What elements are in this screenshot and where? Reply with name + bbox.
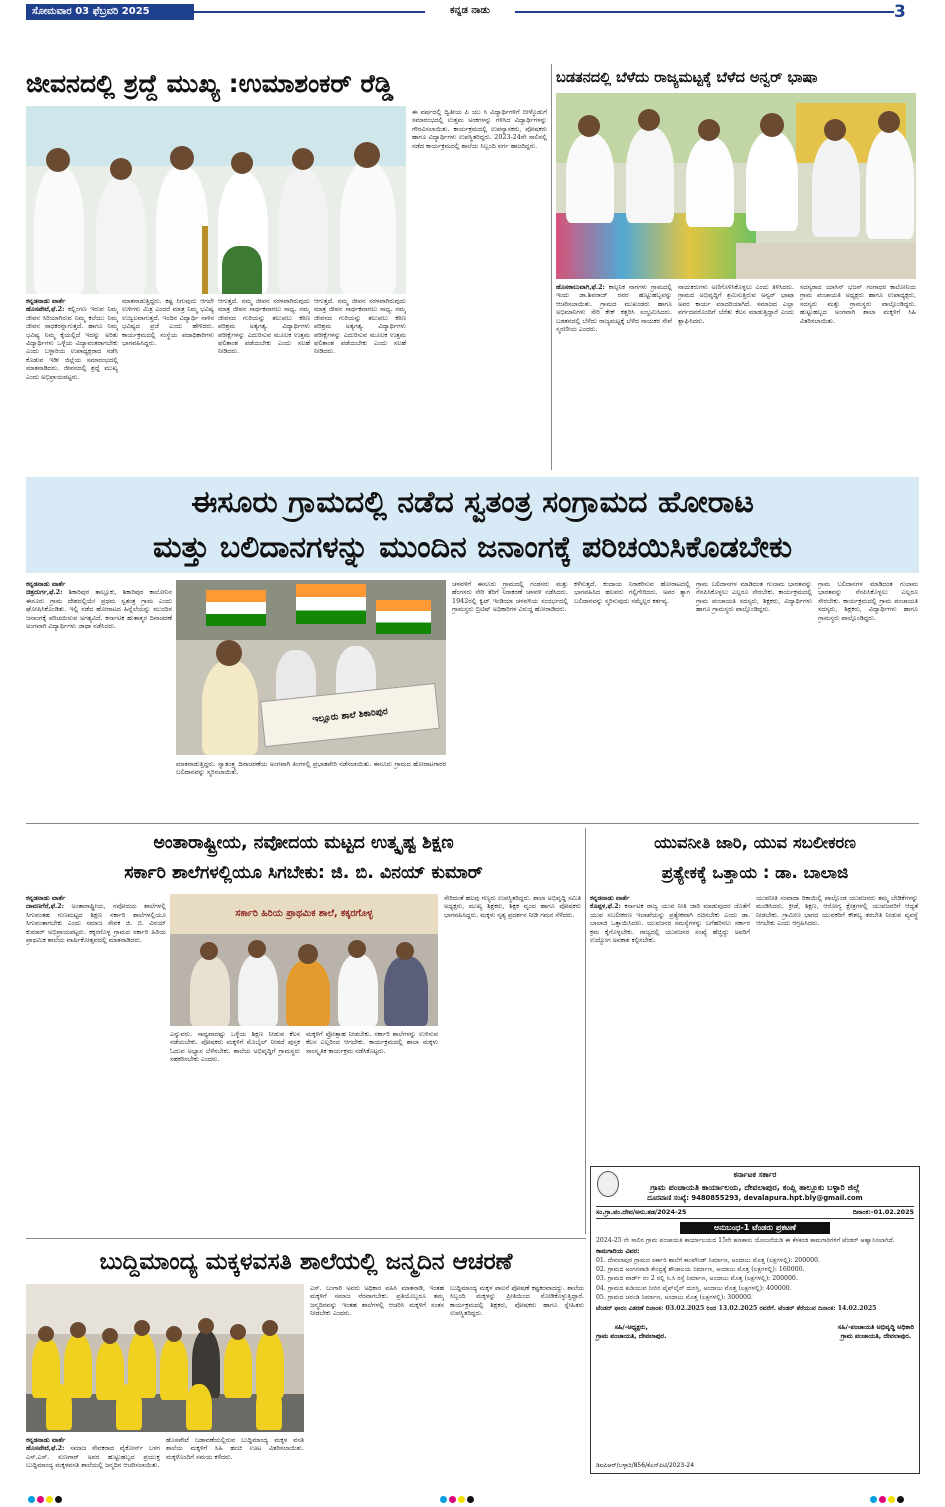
tender-ad xyxy=(590,1166,920,1474)
s2-col3: ಸದಸ್ಯರಾದ ಯಾಸಿನ್ ಭಜನ್ ಗಂಗಾಧರ ಕಾಲೋನಿಯ ಗ್ರಾಮ ಪಂಚಾಯತಿ ಅಧ್ಯಕ್ಷರು ಹಾಗೂ ಉಪಾಧ್ಯಕ್ಷರು, ಸದಸ್ಯರು ಮತ್ತು ಗ್ರಾಮಸ್ಥರು ಪಾಲ್ಗೊಂಡಿದ್ದರು. ಹುಟ್ಟುಹಬ್ಬದ ಅಂಗವಾಗಿ ಶಾಲಾ ಮಕ್ಕಳಿಗೆ ಸಿಹಿ ವಿತರಿಸಲಾಯಿತು. xyxy=(800,283,916,325)
s3-photo xyxy=(176,580,446,755)
s3-headline-1: ಈಸೂರು ಗ್ರಾಮದಲ್ಲಿ ನಡೆದ ಸ್ವತಂತ್ರ ಸಂಗ್ರಾಮದ ಹೋರಾಟ xyxy=(191,485,754,520)
ad-item: 05. ಗ್ರಾಮದ ಚರಂಡಿ ನಿರ್ಮಾಣ, ಅಂದಾಜು ಮೊತ್ತ (ಲಕ್ಷಗಳಲ್ಲಿ): 300000. xyxy=(596,1293,753,1301)
ad-title: ಅನುಬಂಧ-1 ಟೆಂಡರು ಪ್ರಕಟಣೆ xyxy=(680,1222,830,1234)
ad-footer: ಡಿಐಪಿಆರ್/ಬಳ್ಳಾರಿ/856/ಕೆಎನ್‌ಪಿಟಿ/2023-24 xyxy=(596,1462,695,1469)
page-number: 3 xyxy=(894,2,906,22)
s5-col1: ಕನ್ನಡನಾಡು ವಾರ್ತೆ ಕೊಪ್ಪಳ,ಫೆ.2: ಕರ್ನಾಟಕ ರಾಜ್ಯ ಯುವ ನೀತಿ ಜಾರಿ ಮಾಡುವುದರ ಜೊತೆಗೆ ಯುವ ಸಬಲೀಕರಣ ಇಲಾಖೆಯನ್ನು ಪ್ರತ್ಯೇಕವಾಗಿ ರಚಿಸಬೇಕು ಎಂದು ಡಾ. ಬಾಲಾಜಿ ಒತ್ತಾಯಿಸಿದರು. ಯುವಜನರ ಸಮಸ್ಯೆಗಳನ್ನು ಬಗೆಹರಿಸಲು ಸರ್ಕಾರ ಕ್ರಮ ಕೈಗೊಳ್ಳಬೇಕು. ರಾಜ್ಯದಲ್ಲಿ ಯುವಜನರ ಸಂಖ್ಯೆ ಹೆಚ್ಚಿದ್ದು ಅವರಿಗೆ ಉದ್ಯೋಗ ಅವಕಾಶ ಕಲ್ಪಿಸಬೇಕು. xyxy=(590,894,750,945)
ad-item: 02. ಗ್ರಾಮದ ಅಂಗನವಾಡಿ ಕೇಂದ್ರಕ್ಕೆ ಶೌಚಾಲಯ ನಿರ್ಮಾಣ, ಅಂದಾಜು ಮೊತ್ತ (ಲಕ್ಷಗಳಲ್ಲಿ): 160000. xyxy=(596,1266,805,1274)
ad-item: 01. ದೇವಲಾಪುರ ಗ್ರಾಮದ ಸರ್ಕಾರಿ ಶಾಲೆಗೆ ಕಾಂಪೌಂಡ್ ನಿರ್ಮಾಣ, ಅಂದಾಜು ಮೊತ್ತ (ಲಕ್ಷಗಳಲ್ಲಿ): 200000. xyxy=(596,1257,820,1264)
ad-gov: ಕರ್ನಾಟಕ ಸರ್ಕಾರ xyxy=(733,1170,777,1179)
masthead xyxy=(0,0,945,44)
s2-col2: ನಾಯಕರುಗಳು ಅಣಿಗೊಳಿಸಿಕೊಳ್ಳಲು ಎಂದು ತಿಳಿಸಿದರು. ಗ್ರಾಮದ ಅಭಿವೃದ್ಧಿಗೆ ಶ್ರಮಿಸುತ್ತಿರುವ ಅನ್ವರ್ ಭಾಷಾ ಅವರ ಕಾರ್ಯ ಮಾದರಿಯಾಗಿದೆ. ಸಮಾಜದ ಎಲ್ಲಾ ವರ್ಗದವರೊಂದಿಗೆ ಬೆರೆತು ಕೆಲಸ ಮಾಡುತ್ತಿದ್ದಾರೆ ಎಂದು ಶ್ಲಾಘಿಸಿದರು. xyxy=(678,283,794,325)
s1-col2: ಮಾತನಾಡುತ್ತಿದ್ದರು. ಕಷ್ಟ ಸಿಗುವುದು ಆಗಲೇ ಉಳಿಗಳು ಮಿತ್ರ ಎಂದರೆ ಮಾತ್ರ ನಿಮ್ಮ ಭವಿಷ್ಯ ಉಜ್ವಲವಾಗುತ್ತದೆ. ಇಂದಿನ ವಿದ್ಯಾರ್ಥಿ ನಾಳಿನ ಭವಿಷ್ಯದ ಪ್ರಜೆ ಎಂದು ಹೇಳಿದರು. ಕಾರ್ಯಕ್ರಮದಲ್ಲಿ ಸಂಸ್ಥೆಯ ಪದಾಧಿಕಾರಿಗಳು ಭಾಗವಹಿಸಿದ್ದರು. xyxy=(122,297,214,348)
ad-ref: ಸಂ.ಗ್ರಾ.ಪಂ.ದೇವ/ಅನು.ತಡ/2024-25 xyxy=(596,1208,687,1216)
s3-headline-2: ಮತ್ತು ಬಲಿದಾನಗಳನ್ನು ಮುಂದಿನ ಜನಾಂಗಕ್ಕೆ ಪರಿಚಯಿಸಿಕೊಡಬೇಕು xyxy=(152,530,793,565)
divider xyxy=(585,828,586,1234)
s4-col1: ಕನ್ನಡನಾಡು ವಾರ್ತೆ ದಾವಣಗೆರೆ,ಫೆ.2: ಅಂತಾರಾಷ್ಟ್ರೀಯ, ನವೋದಯ ಶಾಲೆಗಳಲ್ಲಿ ಸಿಗುವಂತಹ ಗುಣಮಟ್ಟದ ಶಿಕ್ಷಣ ಸರ್ಕಾರಿ ಶಾಲೆಗಳಲ್ಲಿಯೂ ಸಿಗುವಂತಾಗಬೇಕು ಎಂದು ಸಮಾಜ ಸೇವಕ ಜಿ. ಬಿ. ವಿನಯ್ ಕುಮಾರ್ ಅಭಿಪ್ರಾಯಪಟ್ಟರು. ಕಕ್ಕರಗೊಳ್ಳ ಗ್ರಾಮದ ಸರ್ಕಾರಿ ಹಿರಿಯ ಪ್ರಾಥಮಿಕ ಶಾಲೆಯ ವಾರ್ಷಿಕೋತ್ಸವದಲ್ಲಿ ಮಾತನಾಡಿದರು. xyxy=(26,894,166,945)
masthead-rule xyxy=(194,11,894,13)
ad-item: 03. ಗ್ರಾಮದ ವಾರ್ಡ್ ನಂ 2 ರಲ್ಲಿ ಸಿ.ಸಿ ರಸ್ತೆ ನಿರ್ಮಾಣ, ಅಂದಾಜು ಮೊತ್ತ (ಲಕ್ಷಗಳಲ್ಲಿ): 200000. xyxy=(596,1275,798,1283)
s4-col4: ಸೇರಿದಂತೆ ಹಲವು ಗಣ್ಯರು ಉಪಸ್ಥಿತರಿದ್ದರು. ಶಾಲಾ ಅಭಿವೃದ್ಧಿ ಸಮಿತಿ ಅಧ್ಯಕ್ಷರು, ಮುಖ್ಯ ಶಿಕ್ಷಕರು, ಶಿಕ್ಷಕ ವೃಂದ ಹಾಗೂ ಪೋಷಕರು ಭಾಗವಹಿಸಿದ್ದರು. ಮಕ್ಕಳು ನೃತ್ಯ ಪ್ರದರ್ಶನ ನೀಡಿ ಗಮನ ಸೆಳೆದರು. xyxy=(444,894,581,919)
ad-works-label: ಕಾಮಗಾರಿಯ ವಿವರ: xyxy=(596,1247,640,1255)
s3-col3: ಚಳವಳಿಗೆ ಈಸೂರು ಗ್ರಾಮದಲ್ಲಿ ಗಂಡಸರು ಮತ್ತು ಹೆಂಗಸರು ಸೇರಿ ತೆರಿಗೆ ನಿರಾಕರಣೆ ಚಳವಳಿ ನಡೆಸಿದರು. 1942ರಲ್ಲಿ ಕ್ವಿಟ್ ಇಂಡಿಯಾ ಚಳವಳಿಯ ಸಂದರ್ಭದಲ್ಲಿ ಗ್ರಾಮಸ್ಥರು ಬ್ರಿಟಿಷ್ ಅಧಿಕಾರಿಗಳ ವಿರುದ್ಧ ಹೋರಾಡಿದರು. xyxy=(452,580,568,614)
s3-col5: ಗ್ರಾಮ ಬಲಿದಾನಗಳ ಮಾಡಿದಂತ ಗುಲಾಮ ಭಾರತವನ್ನು ನೆನಪಿಸಿಕೊಳ್ಳಲು ಎಲ್ಲರೂ ಸೇರಬೇಕು. ಕಾರ್ಯಕ್ರಮದಲ್ಲಿ ಗ್ರಾಮ ಪಂಚಾಯತಿ ಸದಸ್ಯರು, ಶಿಕ್ಷಕರು, ವಿದ್ಯಾರ್ಥಿಗಳು ಹಾಗೂ ಗ್ರಾಮಸ್ಥರು ಪಾಲ್ಗೊಂಡಿದ್ದರು. xyxy=(696,580,812,614)
s6-headline: ಬುದ್ದಿಮಾಂದ್ಯ ಮಕ್ಕಳವಸತಿ ಶಾಲೆಯಲ್ಲಿ ಜನ್ಮದಿನ ಆಚರಣೆ xyxy=(99,1249,513,1275)
s6-col1: ಕನ್ನಡನಾಡು ವಾರ್ತೆ ಹೊಸಪೇಟೆ,ಫೆ.2: ಸಮಾಜ ಸೇವಕರಾದ ವೈಕೋರ್ಸ್ ಬಳಗ ಎಸ್.ಎಸ್. ಸುಣಗಾರ್ ಅವರ ಹುಟ್ಟುಹಬ್ಬದ ಪ್ರಯುಕ್ತ ಬುದ್ದಿಮಾಂದ್ಯ ಮಕ್ಕಳವಸತಿ ಶಾಲೆಯಲ್ಲಿ ಜನ್ಮದಿನ ಆಚರಿಸಲಾಯಿತು. xyxy=(26,1436,160,1470)
ad-sign-left: ಸಹಿ/-ಅಧ್ಯಕ್ಷರು, ಗ್ರಾಮ ಪಂಚಾಯತಿ, ದೇವಲಾಪುರ. xyxy=(596,1323,667,1341)
s2-headline: ಬಡತನದಲ್ಲಿ ಬೆಳೆದು ರಾಜ್ಯಮಟ್ಟಕ್ಕೆ ಬೆಳೆದ ಅನ್ವರ್ ಭಾಷಾ xyxy=(556,70,818,86)
s4-col2: ಎನ್ನುವರು. ಸಾಧ್ಯವಾದಷ್ಟು ಒಳ್ಳೆಯ ಶಿಕ್ಷಣ ನೀಡುವ ಕೆಲಸ ನಡೆಯಬೇಕು. ಪೋಷಕರು ಮಕ್ಕಳಿಗೆ ಮೊಬೈಲ್ ನೀಡದೆ ಪುಸ್ತಕ ಓದುವ ಅಭ್ಯಾಸ ಬೆಳೆಸಬೇಕು. ಶಾಲೆಯ ಅಭಿವೃದ್ಧಿಗೆ ಗ್ರಾಮಸ್ಥರು ಸಹಕರಿಸಬೇಕು ಎಂದರು. xyxy=(170,1030,300,1064)
s6-photo xyxy=(26,1284,304,1432)
ad-contact: ದೂರವಾಣಿ ಸಂಖ್ಯೆ: 9480855293, devalapura.hpt.bly@gmail.com xyxy=(647,1194,863,1202)
divider xyxy=(551,64,552,470)
s6-col4: ಬುದ್ದಿಮಾಂದ್ಯ ಮಕ್ಕಳ ಪಾಲನೆ ಪೋಷಣೆ ಕಷ್ಟಕರವಾದದ್ದು. ಶಾಲೆಯ ಸಿಬ್ಬಂದಿ ಮಕ್ಕಳನ್ನು ಪ್ರೀತಿಯಿಂದ ನೋಡಿಕೊಳ್ಳುತ್ತಿದ್ದಾರೆ. ಕಾರ್ಯಕ್ರಮದಲ್ಲಿ ಶಿಕ್ಷಕರು, ಪೋಷಕರು ಹಾಗೂ ಸ್ನೇಹಿತರು ಉಪಸ್ಥಿತರಿದ್ದರು. xyxy=(450,1284,584,1318)
s3-col6: ಗ್ರಾಮ ಬಲಿದಾನಗಳ ಮಾಡಿದಂತ ಗುಲಾಮ ಭಾರತವನ್ನು ನೆನಪಿಸಿಕೊಳ್ಳಲು ಎಲ್ಲರೂ ಸೇರಬೇಕು. ಕಾರ್ಯಕ್ರಮದಲ್ಲಿ ಗ್ರಾಮ ಪಂಚಾಯತಿ ಸದಸ್ಯರು, ಶಿಕ್ಷಕರು, ವಿದ್ಯಾರ್ಥಿಗಳು ಹಾಗೂ ಗ್ರಾಮಸ್ಥರು ಪಾಲ್ಗೊಂಡಿದ್ದರು. xyxy=(818,580,918,622)
s1-col1: ಕನ್ನಡನಾಡು ವಾರ್ತೆ ಹೊಸಪೇಟೆ,ಫೆ.2: ಕಲ್ಲಿಂಗಣ ಇರುವ ನಿಮ್ಮ ಜೀವನ ಸಿರಿಯಾಗಿರುವ ನಿಮ್ಮ ಕಲೆಯು ನಿಮ್ಮ ಜೀವನ ಸಾಧಕರನ್ನಾಗುತ್ತದೆ. ಹಾಗೂ ನಿಮ್ಮ ಭವಿಷ್ಯ ನಿಮ್ಮ ಕೈಯಲ್ಲಿದೆ ಇದನ್ನು ಅರಿತು ವಿದ್ಯಾರ್ಥಿಗಳು ಒಳ್ಳೆಯ ವಿದ್ಯಾವಂತರಾಗಬೇಕು ಎಂದು ಬಳ್ಳಾರಿಯ ಉಪಾಧ್ಯಕ್ಷರಾದ ನಡೆಸಿ ಕೊಡುವ ಇಡೀ ಜಿಲ್ಲೆಯ ಸಮಾರಂಭದಲ್ಲಿ ಮಾತನಾಡಿದರು. ಜೀವನದಲ್ಲಿ ಶ್ರದ್ದೆ ಮುಖ್ಯ ಎಂದು ಅಭಿಪ್ರಾಯಪಟ್ಟರು. xyxy=(26,297,118,381)
divider xyxy=(26,1238,586,1239)
s3-col1: ಕನ್ನಡನಾಡು ವಾರ್ತೆ ಚಿತ್ರದುರ್ಗ,ಫೆ.2: ಶಿಕಾರಿಪುರ ತಾಲ್ಲೂಕು, ಶಿಕಾರಿಪುರ ಕಾಲೋನಿನ ಈಸೂರು ಗ್ರಾಮ ದೇಶದಲ್ಲಿಯೇ ಪ್ರಥಮ ಸ್ವತಂತ್ರ ಗ್ರಾಮ ಎಂದು ಘೋಷಿಸಿಕೊಂಡಿತು. ಇಲ್ಲಿ ನಡೆದ ಹೋರಾಟದ ಹಿನ್ನೆಲೆಯನ್ನು ಮುಂದಿನ ಜನಾಂಗಕ್ಕೆ ಪರಿಚಯಿಸುವ ಅಗತ್ಯವಿದೆ. ಕರ್ನಾಟಕ ಹುತಾತ್ಮರ ದಿನಾಚರಣೆ ಅಂಗವಾಗಿ ವಿದ್ಯಾರ್ಥಿಗಳು ಜಾಥಾ ನಡೆಸಿದರು. xyxy=(26,580,172,631)
registration-marks-right xyxy=(870,1488,906,1507)
ad-dates: ಟೆಂಡರ್ ಫಾರಂ ವಿತರಣೆ ದಿನಾಂಕ: 03.02.2025 ರಿಂದ 13.02.2025 ರವರೆಗೆ. ಟೆಂಡರ್ ತೆರೆಯುವ ದಿನಾಂಕ: 14.02.2025 xyxy=(596,1305,877,1313)
s3-photo-banner: ಇಲ್ಲೂರು ಶಾಲೆ ಶಿಕಾರಿಪುರ xyxy=(260,683,440,747)
s5-headline-2: ಪ್ರತ್ಯೇಕಕ್ಕೆ ಒತ್ತಾಯ : ಡಾ. ಬಾಲಾಜಿ xyxy=(661,863,849,882)
s4-headline-1: ಅಂತಾರಾಷ್ಟ್ರೀಯ, ನವೋದಯ ಮಟ್ಟದ ಉತ್ಕೃಷ್ಟ ಶಿಕ್ಷಣ xyxy=(153,833,454,853)
s5-headline-1: ಯುವನೀತಿ ಜಾರಿ, ಯುವ ಸಬಲೀಕರಣ xyxy=(654,833,856,852)
s1-photo xyxy=(26,106,406,294)
ad-office: ಗ್ರಾಮ ಪಂಚಾಯತಿ ಕಾರ್ಯಾಲಯ, ದೇವಲಾಪುರ, ಕಂಪ್ಲಿ ತಾಲ್ಲೂಕು ಬಳ್ಳಾರಿ ಜಿಲ್ಲೆ xyxy=(650,1182,860,1192)
registration-marks-center xyxy=(440,1488,476,1507)
paper-name: ಕನ್ನಡ ನಾಡು xyxy=(425,3,515,19)
s1-headline: ಜೀವನದಲ್ಲಿ ಶ್ರದ್ದೆ ಮುಖ್ಯ :ಉಮಾಶಂಕರ್ ರೆಡ್ಡಿ xyxy=(26,69,394,98)
ad-intro: 2024-25 ನೇ ಸಾಲಿನ ಗ್ರಾಮ ಪಂಚಾಯತಿ ಕಾರ್ಯಾಲಯದ 15ನೇ ಹಣಕಾಸು ಯೋಜನೆಯಡಿ ಈ ಕೆಳಕಂಡ ಕಾಮಗಾರಿಗಳಿಗೆ ಟೆಂಡರ್ ಆಹ್ವಾನಿಸಲಾಗಿದೆ. xyxy=(596,1237,895,1244)
registration-marks-left xyxy=(28,1488,64,1507)
s1-col4: ಆಗುತ್ತದೆ. ನಮ್ಮ ಜೀವನ ಸರಳವಾಗಿರುವುದು ಮಾತ್ರ ಜೀವನ ಸಾರ್ಥಕವಾಗಲು ಸಾಧ್ಯ. ನಮ್ಮ ಜೀವನದ ಗುರಿಯನ್ನು ತಲುಪಲು ಕಠಿಣ ಪರಿಶ್ರಮ ಅತ್ಯಗತ್ಯ. ವಿದ್ಯಾರ್ಥಿಗಳು ಪರೀಕ್ಷೆಗಳನ್ನು ಎದುರಿಸುವ ಮೂಲಕ ಉತ್ತಮ ಫಲಿತಾಂಶ ಪಡೆಯಬೇಕು ಎಂದು ಸಲಹೆ ನೀಡಿದರು. xyxy=(314,297,406,356)
s3-col4: ಕಳೆಸುತ್ತದೆ. ಕಂದಾಯ ನಿರಾಕರಿಸುವ ಹೋರಾಟದಲ್ಲಿ ಭಾಗವಹಿಸಿದ ಹಲವರು ಗಲ್ಲಿಗೇರಿದರು. ಅವರ ತ್ಯಾಗ ಬಲಿದಾನವನ್ನು ಸ್ಮರಿಸುವುದು ನಮ್ಮೆಲ್ಲರ ಕರ್ತವ್ಯ. xyxy=(574,580,690,605)
s4-headline-2: ಸರ್ಕಾರಿ ಶಾಲೆಗಳಲ್ಲಿಯೂ ಸಿಗಬೇಕು: ಜಿ. ಬಿ. ವಿನಯ್ ಕುಮಾರ್ xyxy=(124,863,483,883)
s4-stage-banner: ಸರ್ಕಾರಿ ಹಿರಿಯ ಪ್ರಾಥಮಿಕ ಶಾಲೆ, ಕಕ್ಕರಗೊಳ್ಳ xyxy=(170,894,438,934)
ad-sign-right: ಸಹಿ/-ಪಂಚಾಯತಿ ಅಭಿವೃದ್ಧಿ ಅಧಿಕಾರಿ ಗ್ರಾಮ ಪಂಚಾಯತಿ, ದೇವಲಾಪುರ. xyxy=(837,1323,914,1341)
s6-col2: ಹೊಸಪೇಟೆ ಬಡಾವಣೆಯಲ್ಲಿರುವ ಬುದ್ದಿಮಾಂದ್ಯ ಮಕ್ಕಳ ವಸತಿ ಶಾಲೆಯ ಮಕ್ಕಳಿಗೆ ಸಿಹಿ ಹಂಚಿ ಊಟ ವಿತರಿಸಲಾಯಿತು. ಮಕ್ಕಳೊಂದಿಗೆ ಸಮಯ ಕಳೆದರು. xyxy=(166,1436,304,1461)
s6-col3: ಎಸ್. ಬಂಗಾರಿ ಅವರು ಅಧಿಕಾರ ವಹಿಸಿ ಮಾತನಾಡಿ, ಇಂತಹ ಮಕ್ಕಳಿಗೆ ಸಮಾಜ ನೆರವಾಗಬೇಕು. ಪ್ರತಿಯೊಬ್ಬರೂ ತಮ್ಮ ಜನ್ಮದಿನವನ್ನು ಇಂತಹ ಶಾಲೆಗಳಲ್ಲಿ ಆಚರಿಸಿ ಮಕ್ಕಳಿಗೆ ಸಂತಸ ನೀಡಬೇಕು ಎಂದರು. xyxy=(310,1284,444,1318)
s5-col2: ಯುವನೀತಿ ಸಂವಾದಾ ರಿಕಾಯಿಲ್ಲಿ ಪಾಲ್ಗೊಂಡ ಯುವಜನರು ತಮ್ಮ ಬೇಡಿಕೆಗಳನ್ನು ಮಂಡಿಸಿದರು. ಕ್ರೀಡೆ, ಶಿಕ್ಷಣ, ಆರೋಗ್ಯ ಕ್ಷೇತ್ರಗಳಲ್ಲಿ ಯುವಜನರಿಗೆ ಆದ್ಯತೆ ನೀಡಬೇಕು. ಗ್ರಾಮೀಣ ಭಾಗದ ಯುವಕರಿಗೆ ಕೌಶಲ್ಯ ತರಬೇತಿ ನೀಡುವ ವ್ಯವಸ್ಥೆ ಆಗಬೇಕು ಎಂದು ಆಗ್ರಹಿಸಿದರು. xyxy=(756,894,918,928)
s4-photo xyxy=(170,894,438,1026)
s1-col5: ಈ ವರ್ಷದಲ್ಲಿ ದ್ವಿತೀಯ ಪಿ ಯು ಸಿ ವಿದ್ಯಾರ್ಥಿಗಳಿಗೆ ಬೀಳ್ಕೊಡುಗೆ ಸಮಾರಂಭದಲ್ಲಿ ಉತ್ತಮ ಅಂಕಗಳನ್ನು ಗಳಿಸಿದ ವಿದ್ಯಾರ್ಥಿಗಳನ್ನು ಗೌರವಿಸಲಾಯಿತು. ಕಾರ್ಯಕ್ರಮದಲ್ಲಿ ಉಪನ್ಯಾಸಕರು, ಪೋಷಕರು ಹಾಗೂ ವಿದ್ಯಾರ್ಥಿಗಳು ಉಪಸ್ಥಿತರಿದ್ದರು. 2023-24ನೇ ಸಾಲಿನಲ್ಲಿ ನಡೆದ ಕಾರ್ಯಕ್ರಮದಲ್ಲಿ ಶಾಲೆಯ ಸಿಬ್ಬಂದಿ ವರ್ಗ ಹಾಜರಿದ್ದರು. xyxy=(412,108,547,150)
ad-emblem xyxy=(597,1171,619,1197)
s4-col3: ಮಕ್ಕಳಿಗೆ ಪ್ರೋತ್ಸಾಹ ನೀಡಬೇಕು. ಸರ್ಕಾರಿ ಶಾಲೆಗಳನ್ನು ಉಳಿಸುವ ಕೆಲಸ ಎಲ್ಲರಿಂದ ಆಗಬೇಕು. ಕಾರ್ಯಕ್ರಮದಲ್ಲಿ ಶಾಲಾ ಮಕ್ಕಳು ಸಾಂಸ್ಕೃತಿಕ ಕಾರ್ಯಕ್ರಮ ನಡೆಸಿಕೊಟ್ಟರು. xyxy=(306,1030,438,1055)
divider xyxy=(26,823,919,824)
ad-date: ದಿನಾಂಕ:-01.02.2025 xyxy=(852,1208,914,1216)
s2-photo xyxy=(556,93,916,279)
ad-item: 04. ಗ್ರಾಮದ ಕುಡಿಯುವ ನೀರಿನ ಪೈಪ್‌ಲೈನ್ ದುರಸ್ತಿ, ಅಂದಾಜು ಮೊತ್ತ (ಲಕ್ಷಗಳಲ್ಲಿ): 400000. xyxy=(596,1284,792,1292)
s1-col3: ಆಗುತ್ತದೆ. ನಮ್ಮ ಜೀವನ ಸರಳವಾಗಿರುವುದು ಮಾತ್ರ ಜೀವನ ಸಾರ್ಥಕವಾಗಲು ಸಾಧ್ಯ. ನಮ್ಮ ಜೀವನದ ಗುರಿಯನ್ನು ತಲುಪಲು ಕಠಿಣ ಪರಿಶ್ರಮ ಅತ್ಯಗತ್ಯ. ವಿದ್ಯಾರ್ಥಿಗಳು ಪರೀಕ್ಷೆಗಳನ್ನು ಎದುರಿಸುವ ಮೂಲಕ ಉತ್ತಮ ಫಲಿತಾಂಶ ಪಡೆಯಬೇಕು ಎಂದು ಸಲಹೆ ನೀಡಿದರು. xyxy=(218,297,310,356)
s3-col2: ಮಾತನಾಡುತ್ತಿದ್ದರು. ಸ್ವಾತಂತ್ರ್ಯ ದಿನಾಚರಣೆಯ ಅಂಗವಾಗಿ ತಿಂಗಳಲ್ಲಿ ಪ್ರಭಾತಪೇರಿ ನಡೆಸಲಾಯಿತು. ಈಸೂರು ಗ್ರಾಮದ ಹೋರಾಟಗಾರರ ಬಲಿದಾನವನ್ನು ಸ್ಮರಿಸಲಾಯಿತು. xyxy=(176,760,446,777)
date-band: ಸೋಮವಾರ 03 ಫೆಬ್ರವರಿ 2025 xyxy=(26,4,194,20)
s2-col1: ಹೊಸಕಾಲುವಾಗಿ,ಫೆ.2: ಕಾಲ್ಪನಿಕ ನಾಗಗಳು ಗ್ರಾಮದಲ್ಲಿ ಇಂದು ಡಾ.ಶಿವರಾಜ್ ರವರ ಹುಟ್ಟುಹಬ್ಬವನ್ನು ಆಚರಿಸಲಾಯಿತು. ಗ್ರಾಮದ ಮುಖಂಡರು ಹಾಗೂ ಅಭಿಮಾನಿಗಳು ಸೇರಿ ಕೇಕ್ ಕತ್ತರಿಸಿ ಸಂಭ್ರಮಿಸಿದರು. ಬಡತನದಲ್ಲಿ ಬೆಳೆದು ರಾಜ್ಯಮಟ್ಟಕ್ಕೆ ಬೆಳೆದ ನಾಯಕರ ಸೇವೆ ಸ್ಮರಣೀಯ ಎಂದರು. xyxy=(556,283,672,334)
